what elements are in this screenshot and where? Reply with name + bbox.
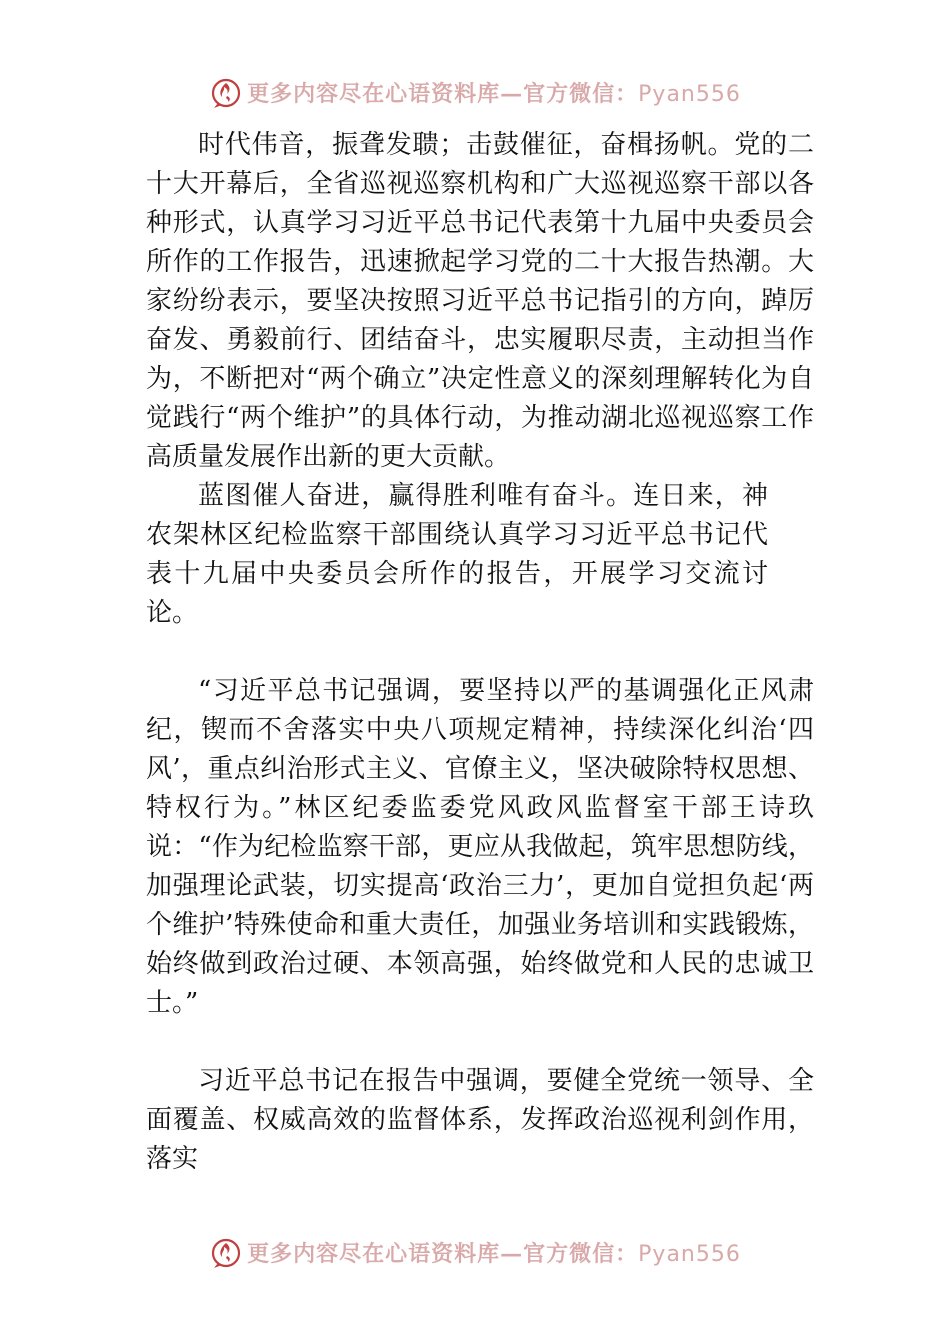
speech-flame-logo-icon [209,75,243,109]
header-banner-text: 更多内容尽在心语资料库—官方微信：Pyan556 [247,80,741,107]
paragraph-gap [146,633,814,672]
document-body [146,126,814,1179]
paragraph-4: 习近平总书记在报告中强调，要健全党统一领导、全面覆盖、权威高效的监督体系，发挥政治巡视利剑作用，落实 [146,1066,814,1174]
paragraph-gap [146,1023,814,1062]
header-banner [0,72,950,112]
paragraph-2: 蓝图催人奋进，赢得胜利唯有奋斗。连日来，神农架林区纪检监察干部围绕认真学习习近平总书记代表十九届中央委员会所作的报告，开展学习交流讨论。 [146,481,768,628]
paragraph-3: “习近平总书记强调，要坚持以严的基调强化正风肃纪，锲而不舍落实中央八项规定精神，持续深化纠治‘四风’，重点纠治形式主义、官僚主义，坚决破除特权思想、特权行为。”林区纪委监委党风政风监督室干部王诗玖说：“作为纪检监察干部，更应从我做起，筑牢思想防线，加强理论武装，切实提高‘政治三力’，更加自觉担负起‘两个维护’特殊使命和重大责任，加强业务培训和实践锻炼，始终做到政治过硬、本领高强，始终做党和人民的忠诚卫士。” [146,676,814,1018]
footer-banner [0,1232,950,1272]
footer-banner-text: 更多内容尽在心语资料库—官方微信：Pyan556 [247,1240,741,1267]
speech-flame-logo-icon [209,1235,243,1269]
footer-wechat-id: Pyan556 [638,1241,741,1267]
paragraph-1: 时代伟音，振聋发聩；击鼓催征，奋楫扬帆。党的二十大开幕后，全省巡视巡察机构和广大巡视巡察干部以各种形式，认真学习习近平总书记代表第十九届中央委员会所作的工作报告，迅速掀起学习党的二十大报告热潮。大家纷纷表示，要坚决按照习近平总书记指引的方向，踔厉奋发、勇毅前行、团结奋斗，忠实履职尽责，主动担当作为，不断把对“两个确立”决定性意义的深刻理解转化为自觉践行“两个维护”的具体行动，为推动湖北巡视巡察工作高质量发展作出新的更大贡献。 [146,130,814,472]
header-wechat-id: Pyan556 [638,81,741,107]
